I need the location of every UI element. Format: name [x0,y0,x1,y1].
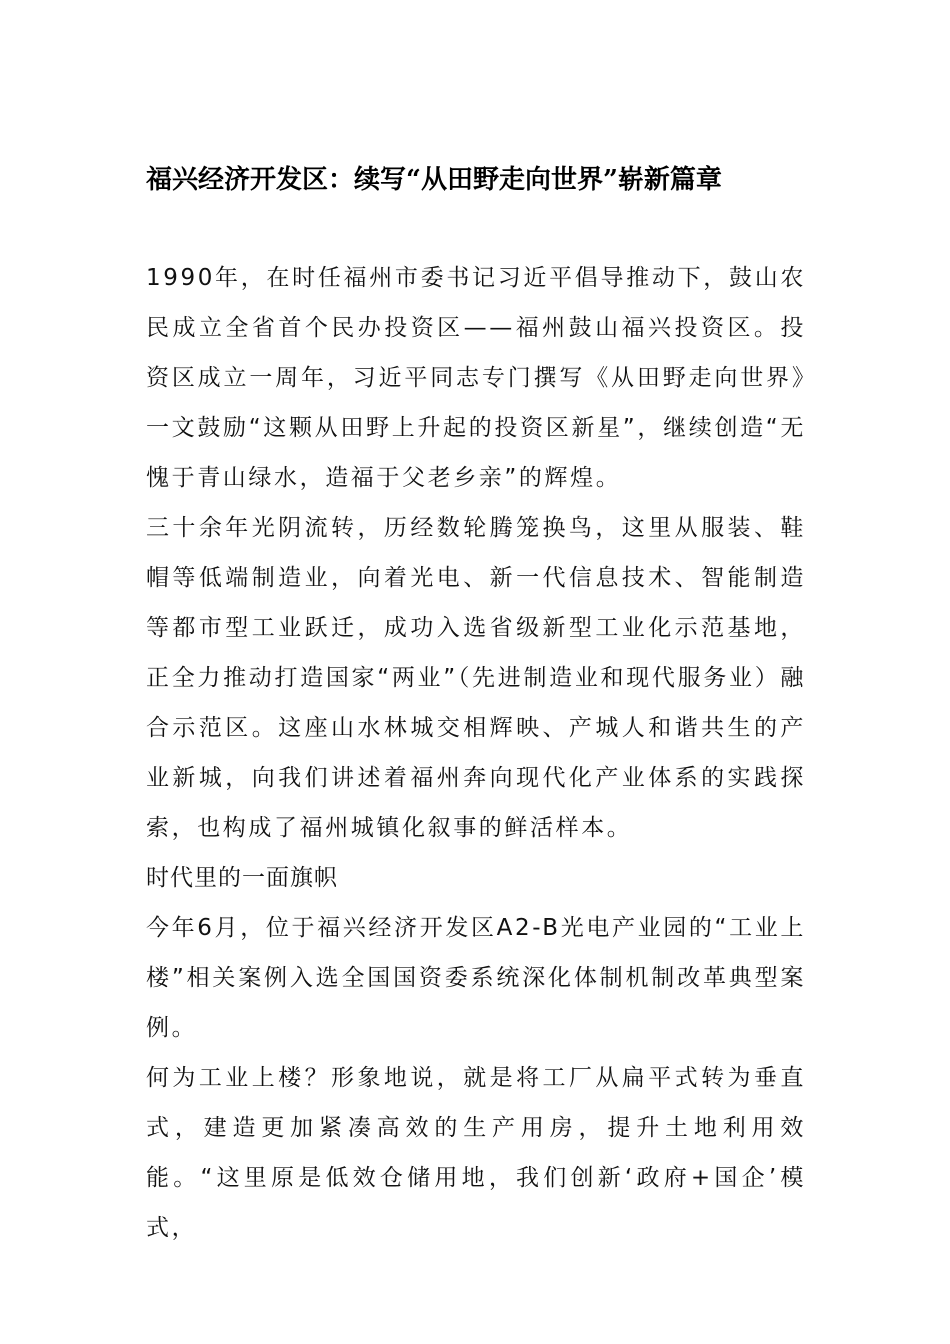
section-heading: 时代里的一面旗帜 [146,865,338,891]
document-body [146,253,806,1253]
paragraph-4: 何为工业上楼？形象地说，就是将工厂从扁平式转为垂直式，建造更加紧凑高效的生产用房，提升土地利用效能。“这里原是低效仓储用地，我们创新‘政府+国企’模式， [146,1065,806,1241]
paragraph-1: 1990年，在时任福州市委书记习近平倡导推动下，鼓山农民成立全省首个民办投资区——福州鼓山福兴投资区。投资区成立一周年，习近平同志专门撰写《从田野走向世界》一文鼓励“这颗从田野上升起的投资区新星”，继续创造“无愧于青山绿水，造福于父老乡亲”的辉煌。 [146,265,806,491]
paragraph-2: 三十余年光阴流转，历经数轮腾笼换鸟，这里从服装、鞋帽等低端制造业，向着光电、新一代信息技术、智能制造等都市型工业跃迁，成功入选省级新型工业化示范基地，正全力推动打造国家“两业”（先进制造业和现代服务业）融合示范区。这座山水林城交相辉映、产城人和谐共生的产业新城，向我们讲述着福州奔向现代化产业体系的实践探索，也构成了福州城镇化叙事的鲜活样本。 [146,515,806,841]
document-title: 福兴经济开发区：续写“从田野走向世界”崭新篇章 [146,165,722,195]
paragraph-3: 今年6月，位于福兴经济开发区A2-B光电产业园的“工业上楼”相关案例入选全国国资委系统深化体制机制改革典型案例。 [146,915,806,1041]
